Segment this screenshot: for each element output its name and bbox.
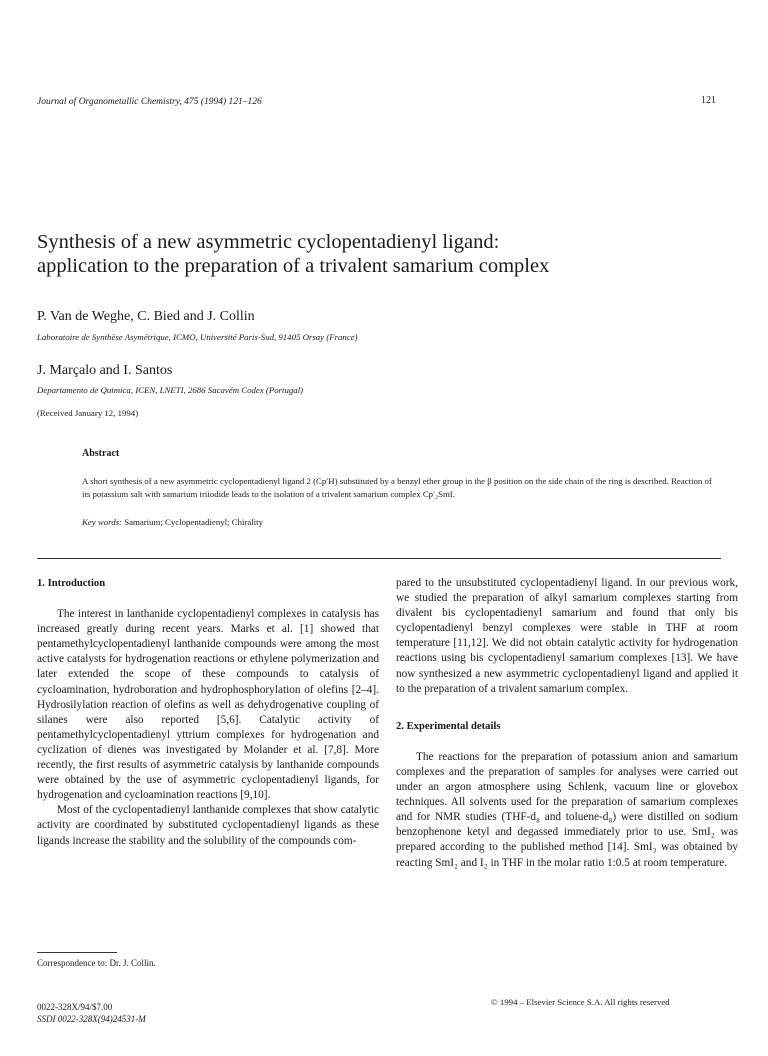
journal-reference: Journal of Organometallic Chemistry, 475 (1994) 121–126 [37, 97, 262, 107]
issn-block [37, 1001, 146, 1025]
page-number: 121 [701, 95, 716, 106]
title-line-2: application to the preparation of a trivalent samarium complex [37, 255, 550, 277]
issn-price: 0022-328X/94/$7.00 [37, 1002, 113, 1012]
intro-paragraph-2: Most of the cyclopentadienyl lanthanide complexes that show catalytic activity are coordinated by substituted cyclopentadienyl ligands as these ligands increase the stability and the solubility of the compounds com- [37, 804, 379, 847]
keywords [82, 517, 722, 527]
footnote-rule [37, 952, 117, 953]
abstract [82, 448, 722, 527]
section-divider [37, 558, 721, 559]
section-heading-introduction: 1. Introduction [37, 578, 106, 589]
keywords-label: Key words: [82, 517, 122, 527]
author-names-1: P. Van de Weghe, C. Bied and J. Collin [37, 309, 255, 324]
keywords-list: Samarium; Cyclopentadienyl; Chirality [124, 517, 263, 527]
abstract-heading: Abstract [82, 448, 120, 459]
abstract-text: A short synthesis of a new asymmetric cyclopentadienyl ligand 2 (Cp′H) substituted by a benzyl ether group in the β position on the side chain of the ring is described. Reaction of its potassium salt with samarium triiodide leads to the isolation of a trivalent samarium complex Cp′₂SmI. [82, 476, 712, 499]
right-column [396, 576, 738, 871]
intro-paragraph-3: pared to the unsubstituted cyclopentadienyl ligand. In our previous work, we studied the preparation of alkyl samarium complexes starting from divalent bis cyclopentadienyl samarium and found that only bis cyclopentadienyl benzyl complexes were stable in THF at room temperature [11,12]. We did not obtain catalytic activity for hydrogenation reactions using bis cyclopentadienyl samarium complexes [13]. We have now synthesized a new asymmetric cyclopentadienyl ligand and applied it to the preparation of a trivalent samarium complex. [396, 577, 738, 695]
left-column [37, 576, 379, 849]
experimental-paragraph-1: The reactions for the preparation of potassium anion and samarium complexes and the preparation of samples for analyses were carried out under an argon atmosphere using Schlenk, vacuum line or glovebox techniques. All solvents used for the preparation of samarium complexes and for NMR studies (THF-d₈ and toluene-d₈) were distilled on sodium benzophenone ketyl and degassed immediately prior to use. SmI₂ was prepared according to the published method [14]. SmI₃ was obtained by reacting SmI₂ and I₂ in THF in the molar ratio 1:0.5 at room temperature. [396, 750, 738, 869]
title-line-1: Synthesis of a new asymmetric cyclopentadienyl ligand: [37, 231, 500, 253]
author-names-2: J. Marçalo and I. Santos [37, 363, 173, 378]
copyright-notice: © 1994 – Elsevier Science S.A. All rights reserved [491, 997, 670, 1007]
correspondence-note: Correspondence to: Dr. J. Collin. [37, 958, 156, 968]
affiliation-1: Laboratoire de Synthèse Asymétrique, ICMO, Université Paris-Sud, 91405 Orsay (France) [37, 332, 358, 342]
affiliation-2: Departamento de Quimica, ICEN, LNETI, 2686 Sacavém Codex (Portugal) [37, 385, 304, 395]
received-date: (Received January 12, 1994) [37, 408, 139, 418]
intro-paragraph-1: The interest in lanthanide cyclopentadienyl complexes in catalysis has increased greatly during recent years. Marks et al. [1] showed that pentamethylcyclopentadienyl lanthanide compounds were among the most active catalysts for hydrogenation reactions or ethylene polymerization and later extended the scope of these compounds to catalysis of cycloamination, hydroboration and hydrophosphorylation of olefins [2–4]. Hydrosilylation reaction of olefins as well as dehydrogenative coupling of silanes were also reported [5,6]. Catalytic activity of pentamethylcyclopentadienyl yttrium complexes for hydrogenation and cyclization of dienes was investigated by Molander et al. [7,8]. More recently, the first results of asymmetric catalysis by lanthanide compounds were obtained by the use of asymmetric cyclopentadienyl ligands, for hydrogenation and cycloamination reactions [9,10]. [37, 608, 379, 802]
section-heading-experimental: 2. Experimental details [396, 720, 501, 732]
paper-title [37, 230, 737, 278]
ssdi-code: SSDI 0022-328X(94)24531-M [37, 1014, 146, 1024]
